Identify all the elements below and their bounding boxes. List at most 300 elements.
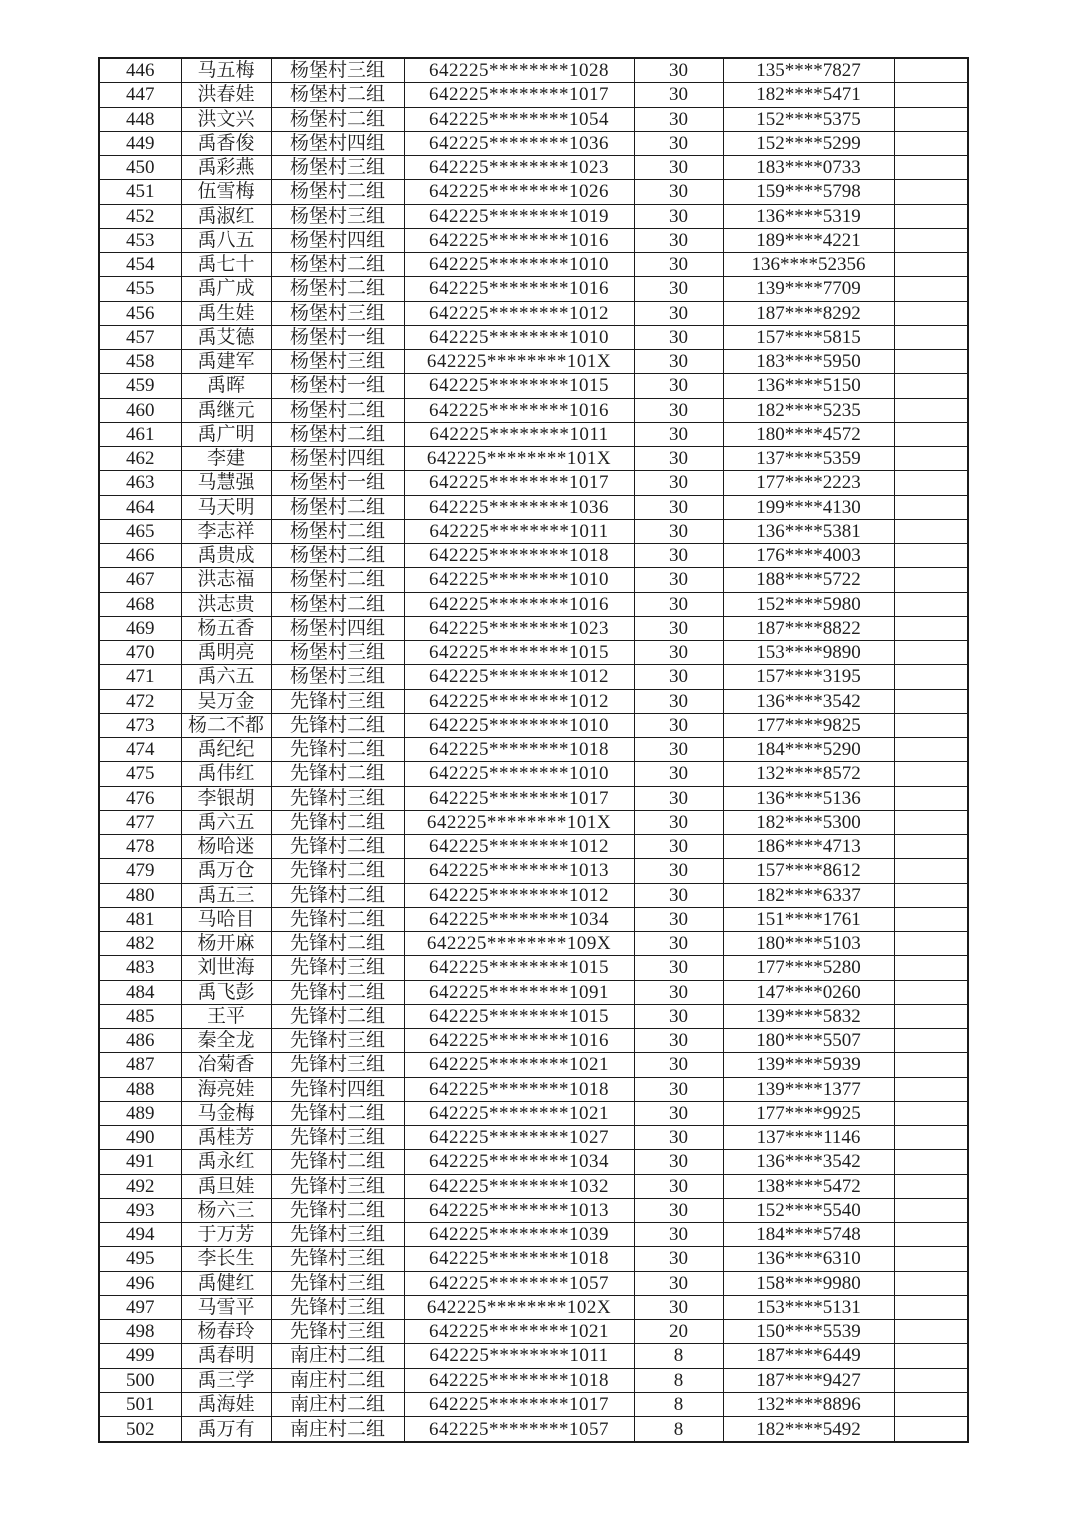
name-cell: 杨哈迷	[181, 835, 271, 859]
id-number-cell: 642225********1016	[404, 592, 634, 616]
phone-cell: 152****5980	[723, 592, 894, 616]
table-row	[99, 180, 968, 204]
amount-cell: 30	[634, 156, 723, 180]
table-row	[99, 519, 968, 543]
name-cell: 伍雪梅	[181, 180, 271, 204]
serial-cell: 448	[99, 107, 181, 131]
amount-cell: 30	[634, 786, 723, 810]
serial-cell: 457	[99, 325, 181, 349]
village-group-cell: 杨堡村二组	[271, 495, 404, 519]
phone-cell: 184****5290	[723, 738, 894, 762]
serial-cell: 495	[99, 1247, 181, 1271]
note-cell	[894, 810, 968, 834]
serial-cell: 479	[99, 859, 181, 883]
table-row	[99, 1223, 968, 1247]
serial-cell: 474	[99, 738, 181, 762]
note-cell	[894, 277, 968, 301]
amount-cell: 8	[634, 1392, 723, 1416]
id-number-cell: 642225********1010	[404, 568, 634, 592]
phone-cell: 158****9980	[723, 1271, 894, 1295]
note-cell	[894, 762, 968, 786]
id-number-cell: 642225********1091	[404, 980, 634, 1004]
name-cell: 禹建军	[181, 350, 271, 374]
serial-cell: 454	[99, 253, 181, 277]
note-cell	[894, 1077, 968, 1101]
table-row	[99, 616, 968, 640]
table-row	[99, 544, 968, 568]
serial-cell: 494	[99, 1223, 181, 1247]
amount-cell: 30	[634, 713, 723, 737]
phone-cell: 151****1761	[723, 907, 894, 931]
village-group-cell: 南庄村二组	[271, 1392, 404, 1416]
name-cell: 禹万仓	[181, 859, 271, 883]
phone-cell: 153****5131	[723, 1295, 894, 1319]
phone-cell: 136****5381	[723, 519, 894, 543]
village-group-cell: 先锋村二组	[271, 762, 404, 786]
phone-cell: 180****5507	[723, 1029, 894, 1053]
village-group-cell: 南庄村二组	[271, 1344, 404, 1368]
phone-cell: 152****5540	[723, 1198, 894, 1222]
table-row	[99, 738, 968, 762]
table-row	[99, 471, 968, 495]
note-cell	[894, 568, 968, 592]
note-cell	[894, 107, 968, 131]
table-row	[99, 1368, 968, 1392]
note-cell	[894, 932, 968, 956]
village-group-cell: 南庄村二组	[271, 1368, 404, 1392]
name-cell: 禹伟红	[181, 762, 271, 786]
amount-cell: 30	[634, 859, 723, 883]
serial-cell: 480	[99, 883, 181, 907]
table-row	[99, 277, 968, 301]
phone-cell: 183****0733	[723, 156, 894, 180]
id-number-cell: 642225********1012	[404, 835, 634, 859]
village-group-cell: 先锋村二组	[271, 810, 404, 834]
phone-cell: 152****5299	[723, 131, 894, 155]
id-number-cell: 642225********1039	[404, 1223, 634, 1247]
serial-cell: 488	[99, 1077, 181, 1101]
village-group-cell: 先锋村三组	[271, 1126, 404, 1150]
phone-cell: 132****8572	[723, 762, 894, 786]
phone-cell: 137****1146	[723, 1126, 894, 1150]
phone-cell: 137****5359	[723, 447, 894, 471]
note-cell	[894, 786, 968, 810]
table-row	[99, 58, 968, 83]
name-cell: 冶菊香	[181, 1053, 271, 1077]
name-cell: 洪志福	[181, 568, 271, 592]
amount-cell: 30	[634, 107, 723, 131]
note-cell	[894, 447, 968, 471]
name-cell: 吴万金	[181, 689, 271, 713]
note-cell	[894, 907, 968, 931]
amount-cell: 30	[634, 471, 723, 495]
amount-cell: 30	[634, 83, 723, 107]
note-cell	[894, 1053, 968, 1077]
name-cell: 杨六三	[181, 1198, 271, 1222]
table-row	[99, 713, 968, 737]
phone-cell: 139****7709	[723, 277, 894, 301]
serial-cell: 477	[99, 810, 181, 834]
phone-cell: 136****5150	[723, 374, 894, 398]
id-number-cell: 642225********1018	[404, 544, 634, 568]
table-row	[99, 1174, 968, 1198]
village-group-cell: 先锋村二组	[271, 1004, 404, 1028]
amount-cell: 30	[634, 204, 723, 228]
phone-cell: 180****4572	[723, 422, 894, 446]
village-group-cell: 杨堡村二组	[271, 180, 404, 204]
id-number-cell: 642225********1010	[404, 713, 634, 737]
serial-cell: 482	[99, 932, 181, 956]
serial-cell: 468	[99, 592, 181, 616]
amount-cell: 30	[634, 883, 723, 907]
id-number-cell: 642225********1016	[404, 277, 634, 301]
phone-cell: 187****8822	[723, 616, 894, 640]
serial-cell: 455	[99, 277, 181, 301]
name-cell: 杨五香	[181, 616, 271, 640]
phone-cell: 188****5722	[723, 568, 894, 592]
table-row	[99, 131, 968, 155]
serial-cell: 493	[99, 1198, 181, 1222]
note-cell	[894, 592, 968, 616]
phone-cell: 147****0260	[723, 980, 894, 1004]
village-group-cell: 杨堡村二组	[271, 107, 404, 131]
table-row	[99, 1392, 968, 1416]
village-group-cell: 先锋村二组	[271, 1198, 404, 1222]
amount-cell: 30	[634, 568, 723, 592]
note-cell	[894, 519, 968, 543]
id-number-cell: 642225********1021	[404, 1320, 634, 1344]
serial-cell: 499	[99, 1344, 181, 1368]
serial-cell: 456	[99, 301, 181, 325]
name-cell: 李建	[181, 447, 271, 471]
village-group-cell: 杨堡村三组	[271, 301, 404, 325]
amount-cell: 30	[634, 1077, 723, 1101]
amount-cell: 30	[634, 1198, 723, 1222]
phone-cell: 136****5136	[723, 786, 894, 810]
serial-cell: 460	[99, 398, 181, 422]
serial-cell: 500	[99, 1368, 181, 1392]
name-cell: 禹桂芳	[181, 1126, 271, 1150]
phone-cell: 138****5472	[723, 1174, 894, 1198]
amount-cell: 30	[634, 58, 723, 83]
phone-cell: 177****5280	[723, 956, 894, 980]
village-group-cell: 杨堡村一组	[271, 325, 404, 349]
village-group-cell: 先锋村三组	[271, 1320, 404, 1344]
village-group-cell: 先锋村二组	[271, 859, 404, 883]
table-row	[99, 568, 968, 592]
id-number-cell: 642225********1027	[404, 1126, 634, 1150]
id-number-cell: 642225********1011	[404, 422, 634, 446]
serial-cell: 502	[99, 1417, 181, 1442]
serial-cell: 449	[99, 131, 181, 155]
note-cell	[894, 83, 968, 107]
table-row	[99, 786, 968, 810]
id-number-cell: 642225********1010	[404, 762, 634, 786]
table-row	[99, 325, 968, 349]
table-row	[99, 932, 968, 956]
name-cell: 王平	[181, 1004, 271, 1028]
phone-cell: 135****7827	[723, 58, 894, 83]
name-cell: 禹六五	[181, 810, 271, 834]
phone-cell: 153****9890	[723, 641, 894, 665]
serial-cell: 486	[99, 1029, 181, 1053]
amount-cell: 30	[634, 228, 723, 252]
amount-cell: 30	[634, 762, 723, 786]
id-number-cell: 642225********1057	[404, 1271, 634, 1295]
name-cell: 于万芳	[181, 1223, 271, 1247]
village-group-cell: 杨堡村二组	[271, 83, 404, 107]
village-group-cell: 先锋村三组	[271, 956, 404, 980]
amount-cell: 30	[634, 301, 723, 325]
note-cell	[894, 131, 968, 155]
amount-cell: 30	[634, 1271, 723, 1295]
id-number-cell: 642225********1036	[404, 495, 634, 519]
amount-cell: 30	[634, 616, 723, 640]
village-group-cell: 杨堡村二组	[271, 253, 404, 277]
id-number-cell: 642225********1015	[404, 374, 634, 398]
serial-cell: 462	[99, 447, 181, 471]
village-group-cell: 先锋村三组	[271, 1029, 404, 1053]
phone-cell: 182****6337	[723, 883, 894, 907]
name-cell: 洪文兴	[181, 107, 271, 131]
table-row	[99, 762, 968, 786]
village-group-cell: 杨堡村一组	[271, 374, 404, 398]
amount-cell: 30	[634, 447, 723, 471]
name-cell: 马哈目	[181, 907, 271, 931]
table-row	[99, 83, 968, 107]
village-group-cell: 杨堡村一组	[271, 471, 404, 495]
serial-cell: 467	[99, 568, 181, 592]
village-group-cell: 杨堡村二组	[271, 592, 404, 616]
note-cell	[894, 689, 968, 713]
roster-table-body	[99, 58, 968, 1442]
id-number-cell: 642225********1023	[404, 616, 634, 640]
name-cell: 禹广成	[181, 277, 271, 301]
table-row	[99, 1198, 968, 1222]
id-number-cell: 642225********1054	[404, 107, 634, 131]
amount-cell: 30	[634, 350, 723, 374]
amount-cell: 30	[634, 956, 723, 980]
id-number-cell: 642225********1015	[404, 641, 634, 665]
phone-cell: 139****5939	[723, 1053, 894, 1077]
amount-cell: 30	[634, 1247, 723, 1271]
amount-cell: 30	[634, 1101, 723, 1125]
amount-cell: 30	[634, 810, 723, 834]
note-cell	[894, 398, 968, 422]
id-number-cell: 642225********1012	[404, 301, 634, 325]
note-cell	[894, 1126, 968, 1150]
id-number-cell: 642225********1016	[404, 1029, 634, 1053]
amount-cell: 30	[634, 1174, 723, 1198]
village-group-cell: 杨堡村二组	[271, 422, 404, 446]
name-cell: 禹六五	[181, 665, 271, 689]
phone-cell: 159****5798	[723, 180, 894, 204]
village-group-cell: 先锋村三组	[271, 1271, 404, 1295]
phone-cell: 199****4130	[723, 495, 894, 519]
phone-cell: 184****5748	[723, 1223, 894, 1247]
note-cell	[894, 204, 968, 228]
amount-cell: 30	[634, 277, 723, 301]
id-number-cell: 642225********1023	[404, 156, 634, 180]
serial-cell: 481	[99, 907, 181, 931]
phone-cell: 183****5950	[723, 350, 894, 374]
table-row	[99, 980, 968, 1004]
id-number-cell: 642225********1010	[404, 325, 634, 349]
table-row	[99, 253, 968, 277]
village-group-cell: 杨堡村三组	[271, 204, 404, 228]
village-group-cell: 杨堡村二组	[271, 544, 404, 568]
note-cell	[894, 1150, 968, 1174]
amount-cell: 30	[634, 592, 723, 616]
name-cell: 禹艾德	[181, 325, 271, 349]
id-number-cell: 642225********1013	[404, 859, 634, 883]
table-row	[99, 156, 968, 180]
serial-cell: 496	[99, 1271, 181, 1295]
village-group-cell: 杨堡村二组	[271, 519, 404, 543]
note-cell	[894, 883, 968, 907]
note-cell	[894, 1004, 968, 1028]
village-group-cell: 先锋村三组	[271, 786, 404, 810]
id-number-cell: 642225********102X	[404, 1295, 634, 1319]
table-row	[99, 228, 968, 252]
note-cell	[894, 1344, 968, 1368]
village-group-cell: 先锋村三组	[271, 689, 404, 713]
table-row	[99, 495, 968, 519]
phone-cell: 139****5832	[723, 1004, 894, 1028]
village-group-cell: 先锋村三组	[271, 1174, 404, 1198]
name-cell: 禹纪纪	[181, 738, 271, 762]
phone-cell: 187****9427	[723, 1368, 894, 1392]
table-row	[99, 350, 968, 374]
id-number-cell: 642225********101X	[404, 447, 634, 471]
id-number-cell: 642225********1015	[404, 956, 634, 980]
village-group-cell: 杨堡村二组	[271, 398, 404, 422]
phone-cell: 136****3542	[723, 689, 894, 713]
table-row	[99, 689, 968, 713]
note-cell	[894, 374, 968, 398]
note-cell	[894, 956, 968, 980]
name-cell: 禹继元	[181, 398, 271, 422]
name-cell: 禹健红	[181, 1271, 271, 1295]
note-cell	[894, 738, 968, 762]
name-cell: 禹春明	[181, 1344, 271, 1368]
table-row	[99, 1101, 968, 1125]
village-group-cell: 杨堡村二组	[271, 568, 404, 592]
name-cell: 海亮娃	[181, 1077, 271, 1101]
amount-cell: 30	[634, 665, 723, 689]
serial-cell: 473	[99, 713, 181, 737]
id-number-cell: 642225********1012	[404, 665, 634, 689]
village-group-cell: 先锋村三组	[271, 1247, 404, 1271]
id-number-cell: 642225********1016	[404, 398, 634, 422]
note-cell	[894, 1174, 968, 1198]
village-group-cell: 先锋村二组	[271, 738, 404, 762]
note-cell	[894, 835, 968, 859]
village-group-cell: 杨堡村三组	[271, 350, 404, 374]
note-cell	[894, 665, 968, 689]
name-cell: 禹旦娃	[181, 1174, 271, 1198]
note-cell	[894, 495, 968, 519]
table-row	[99, 835, 968, 859]
table-row	[99, 398, 968, 422]
amount-cell: 30	[634, 835, 723, 859]
serial-cell: 483	[99, 956, 181, 980]
amount-cell: 8	[634, 1344, 723, 1368]
id-number-cell: 642225********101X	[404, 350, 634, 374]
serial-cell: 475	[99, 762, 181, 786]
phone-cell: 182****5235	[723, 398, 894, 422]
phone-cell: 177****9925	[723, 1101, 894, 1125]
note-cell	[894, 1320, 968, 1344]
name-cell: 禹飞彭	[181, 980, 271, 1004]
table-row	[99, 859, 968, 883]
phone-cell: 150****5539	[723, 1320, 894, 1344]
phone-cell: 180****5103	[723, 932, 894, 956]
note-cell	[894, 350, 968, 374]
amount-cell: 30	[634, 1126, 723, 1150]
village-group-cell: 先锋村二组	[271, 883, 404, 907]
village-group-cell: 杨堡村四组	[271, 228, 404, 252]
id-number-cell: 642225********1011	[404, 1344, 634, 1368]
amount-cell: 30	[634, 1053, 723, 1077]
phone-cell: 136****3542	[723, 1150, 894, 1174]
note-cell	[894, 1198, 968, 1222]
village-group-cell: 先锋村三组	[271, 1223, 404, 1247]
serial-cell: 498	[99, 1320, 181, 1344]
phone-cell: 187****8292	[723, 301, 894, 325]
serial-cell: 489	[99, 1101, 181, 1125]
table-row	[99, 204, 968, 228]
id-number-cell: 642225********1010	[404, 253, 634, 277]
note-cell	[894, 980, 968, 1004]
table-row	[99, 641, 968, 665]
amount-cell: 8	[634, 1417, 723, 1442]
note-cell	[894, 1368, 968, 1392]
name-cell: 洪春娃	[181, 83, 271, 107]
table-row	[99, 107, 968, 131]
name-cell: 杨春玲	[181, 1320, 271, 1344]
phone-cell: 186****4713	[723, 835, 894, 859]
name-cell: 马天明	[181, 495, 271, 519]
village-group-cell: 先锋村二组	[271, 835, 404, 859]
serial-cell: 472	[99, 689, 181, 713]
id-number-cell: 642225********1017	[404, 1392, 634, 1416]
id-number-cell: 642225********1034	[404, 1150, 634, 1174]
table-row	[99, 1029, 968, 1053]
name-cell: 禹八五	[181, 228, 271, 252]
note-cell	[894, 1417, 968, 1442]
id-number-cell: 642225********1018	[404, 1368, 634, 1392]
note-cell	[894, 471, 968, 495]
phone-cell: 187****6449	[723, 1344, 894, 1368]
village-group-cell: 南庄村二组	[271, 1417, 404, 1442]
phone-cell: 132****8896	[723, 1392, 894, 1416]
village-group-cell: 杨堡村四组	[271, 616, 404, 640]
amount-cell: 30	[634, 907, 723, 931]
name-cell: 禹淑红	[181, 204, 271, 228]
id-number-cell: 642225********109X	[404, 932, 634, 956]
table-row	[99, 907, 968, 931]
name-cell: 禹香俊	[181, 131, 271, 155]
serial-cell: 464	[99, 495, 181, 519]
phone-cell: 189****4221	[723, 228, 894, 252]
serial-cell: 492	[99, 1174, 181, 1198]
phone-cell: 182****5471	[723, 83, 894, 107]
id-number-cell: 642225********1034	[404, 907, 634, 931]
table-row	[99, 447, 968, 471]
serial-cell: 469	[99, 616, 181, 640]
id-number-cell: 642225********1021	[404, 1053, 634, 1077]
